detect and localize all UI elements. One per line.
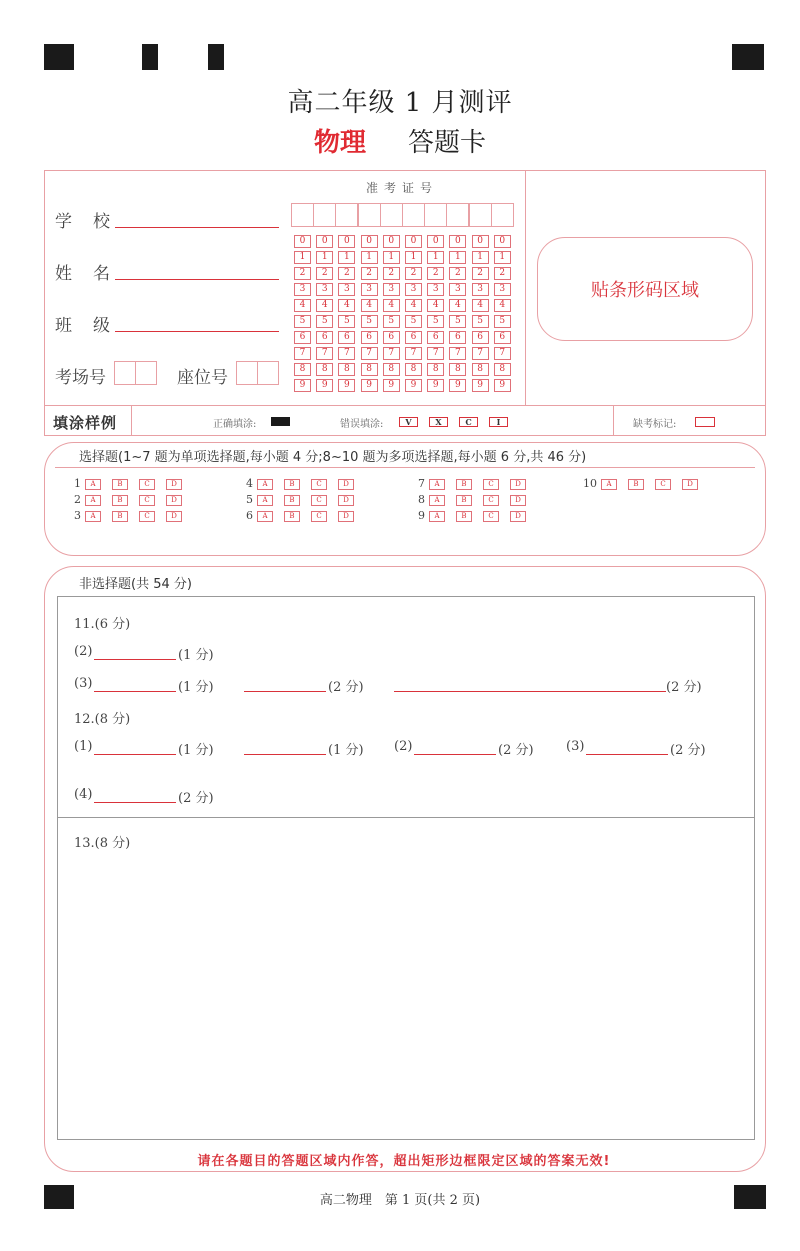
seat-label: 座位号 (177, 368, 228, 388)
q11-3-blank-a[interactable] (94, 691, 176, 692)
exam-digit-bubble[interactable]: 3 (294, 283, 311, 296)
exam-digit-bubble[interactable]: 5 (338, 315, 355, 328)
exam-digit-bubble[interactable]: 7 (361, 347, 378, 360)
exam-digit-bubble[interactable]: 4 (449, 299, 466, 312)
answer-area (57, 596, 755, 1140)
exam-digit-bubble[interactable]: 8 (472, 363, 489, 376)
name-label: 姓 名 (55, 264, 112, 284)
seat-box[interactable] (236, 361, 258, 385)
choice-option-bubble[interactable]: C (483, 495, 499, 506)
room-box[interactable] (135, 361, 157, 385)
choice-title: 选择题(1~7 题为单项选择题,每小题 4 分;8~10 题为多项选择题,每小题 6 分,共 46 分) (79, 450, 587, 465)
exam-digit-bubble[interactable]: 1 (361, 251, 378, 264)
choice-question-number: 6 (246, 509, 253, 522)
exam-number-write-cell[interactable] (358, 203, 381, 227)
q12-4-score: (2 分) (178, 791, 214, 806)
exam-digit-bubble[interactable]: 5 (449, 315, 466, 328)
exam-digit-bubble[interactable]: 2 (383, 267, 400, 280)
choice-option-bubble[interactable]: C (139, 479, 155, 490)
exam-digit-bubble[interactable]: 7 (338, 347, 355, 360)
choice-option-bubble[interactable]: C (311, 511, 327, 522)
q12-1-blank-b[interactable] (244, 754, 326, 755)
exam-digit-bubble[interactable]: 0 (338, 235, 355, 248)
exam-digit-bubble[interactable]: 2 (494, 267, 511, 280)
exam-digit-bubble[interactable]: 3 (383, 283, 400, 296)
choice-option-bubble[interactable]: A (85, 479, 101, 490)
choice-question-number: 5 (246, 493, 253, 506)
choice-option-bubble[interactable]: B (112, 511, 128, 522)
choice-option-bubble[interactable]: C (139, 511, 155, 522)
exam-digit-bubble[interactable]: 1 (316, 251, 333, 264)
exam-digit-bubble[interactable]: 0 (361, 235, 378, 248)
exam-number-write-cell[interactable] (313, 203, 336, 227)
choice-question-number: 1 (74, 477, 81, 490)
exam-digit-bubble[interactable]: 1 (405, 251, 422, 264)
q12-4-blank[interactable] (94, 802, 176, 803)
exam-digit-bubble[interactable]: 9 (494, 379, 511, 392)
exam-digit-bubble[interactable]: 2 (472, 267, 489, 280)
wrong-fill-label: 错误填涂: (340, 419, 384, 430)
card-title (0, 122, 800, 159)
choice-option-bubble[interactable]: B (284, 511, 300, 522)
q12-label: 12.(8 分) (74, 712, 131, 727)
choice-section (44, 442, 766, 556)
exam-digit-bubble[interactable]: 1 (294, 251, 311, 264)
exam-digit-bubble[interactable]: 4 (294, 299, 311, 312)
q11-3-score-a: (1 分) (178, 680, 214, 695)
warning-text: 请在各题目的答题区域内作答，超出矩形边框限定区域的答案无效! (197, 1154, 611, 1169)
card-label: 答题卡 (408, 128, 487, 158)
choice-question-number: 4 (246, 477, 253, 490)
exam-digit-bubble[interactable]: 5 (405, 315, 422, 328)
q11-3-label: (3) (74, 676, 93, 691)
wrong-fill-sample: C (459, 417, 478, 427)
exam-digit-bubble[interactable]: 9 (427, 379, 444, 392)
exam-digit-bubble[interactable]: 3 (405, 283, 422, 296)
subject-label: 物理 (313, 128, 366, 158)
exam-number-write-cell[interactable] (402, 203, 425, 227)
q11-3-blank-b[interactable] (244, 691, 326, 692)
exam-digit-bubble[interactable]: 4 (494, 299, 511, 312)
q11-label: 11.(6 分) (74, 617, 131, 632)
exam-digit-bubble[interactable]: 8 (294, 363, 311, 376)
barcode-label: 贴条形码区域 (591, 280, 699, 301)
q11-2-label: (2) (74, 644, 93, 659)
choice-question-number: 9 (418, 509, 425, 522)
choice-question-number: 8 (418, 493, 425, 506)
exam-digit-bubble[interactable]: 4 (316, 299, 333, 312)
q12-3-blank[interactable] (586, 754, 668, 755)
exam-digit-bubble[interactable]: 3 (316, 283, 333, 296)
exam-digit-bubble[interactable]: 8 (316, 363, 333, 376)
exam-digit-bubble[interactable]: 9 (361, 379, 378, 392)
registration-mark (44, 44, 74, 70)
exam-digit-bubble[interactable]: 8 (427, 363, 444, 376)
exam-digit-bubble[interactable]: 8 (494, 363, 511, 376)
exam-title: 高二年级 1 月测评 (287, 88, 513, 118)
exam-number-write-cell[interactable] (469, 203, 492, 227)
exam-digit-bubble[interactable]: 6 (383, 331, 400, 344)
exam-digit-bubble[interactable]: 4 (383, 299, 400, 312)
class-label: 班 级 (55, 316, 112, 336)
choice-option-bubble[interactable]: D (510, 511, 526, 522)
exam-digit-bubble[interactable]: 9 (338, 379, 355, 392)
exam-digit-bubble[interactable]: 7 (449, 347, 466, 360)
page-footer: 高二物理 第 1 页(共 2 页) (319, 1193, 481, 1208)
choice-option-bubble[interactable]: D (510, 479, 526, 490)
choice-option-bubble[interactable]: B (112, 495, 128, 506)
exam-digit-bubble[interactable]: 0 (383, 235, 400, 248)
q12-1-label: (1) (74, 739, 93, 754)
exam-digit-bubble[interactable]: 7 (294, 347, 311, 360)
choice-option-bubble[interactable]: B (628, 479, 644, 490)
exam-digit-bubble[interactable]: 1 (449, 251, 466, 264)
exam-digit-bubble[interactable]: 2 (449, 267, 466, 280)
q12-3-label: (3) (566, 739, 585, 754)
exam-number-write-cell[interactable] (446, 203, 469, 227)
exam-digit-bubble[interactable]: 7 (405, 347, 422, 360)
choice-option-bubble[interactable]: D (510, 495, 526, 506)
exam-number-write-cell[interactable] (291, 203, 314, 227)
exam-digit-bubble[interactable]: 5 (361, 315, 378, 328)
q12-2-blank[interactable] (414, 754, 496, 755)
exam-digit-bubble[interactable]: 4 (338, 299, 355, 312)
choice-option-bubble[interactable]: C (483, 479, 499, 490)
choice-option-bubble[interactable]: B (284, 479, 300, 490)
exam-digit-bubble[interactable]: 2 (294, 267, 311, 280)
choice-option-bubble[interactable]: C (655, 479, 671, 490)
exam-digit-bubble[interactable]: 7 (472, 347, 489, 360)
wrong-fill-sample: V (399, 417, 418, 427)
q12-1-score-b: (1 分) (328, 743, 364, 758)
q11-2-blank[interactable] (94, 659, 176, 660)
exam-digit-bubble[interactable]: 6 (449, 331, 466, 344)
exam-digit-bubble[interactable]: 2 (338, 267, 355, 280)
choice-question-number: 3 (74, 509, 81, 522)
exam-digit-bubble[interactable]: 7 (494, 347, 511, 360)
exam-digit-bubble[interactable]: 9 (294, 379, 311, 392)
choice-option-bubble[interactable]: A (257, 495, 273, 506)
exam-digit-bubble[interactable]: 4 (405, 299, 422, 312)
exam-digit-bubble[interactable]: 7 (316, 347, 333, 360)
exam-digit-bubble[interactable]: 1 (494, 251, 511, 264)
choice-option-bubble[interactable]: A (429, 495, 445, 506)
exam-digit-bubble[interactable]: 2 (405, 267, 422, 280)
exam-number-write-cell[interactable] (424, 203, 447, 227)
q12-3-score: (2 分) (670, 743, 706, 758)
exam-number-title: 准考证号 (365, 181, 438, 195)
nonchoice-title: 非选择题(共 54 分) (79, 577, 192, 592)
choice-option-bubble[interactable]: D (338, 511, 354, 522)
exam-digit-bubble[interactable]: 4 (472, 299, 489, 312)
wrong-fill-sample: I (489, 417, 508, 427)
exam-digit-bubble[interactable]: 5 (494, 315, 511, 328)
q13-label: 13.(8 分) (74, 836, 131, 851)
exam-number-write-cell[interactable] (335, 203, 358, 227)
q11-3-score-b: (2 分) (328, 680, 364, 695)
exam-digit-bubble[interactable]: 3 (338, 283, 355, 296)
exam-digit-bubble[interactable]: 6 (316, 331, 333, 344)
registration-mark (142, 44, 158, 70)
exam-digit-bubble[interactable]: 1 (383, 251, 400, 264)
q12-2-label: (2) (394, 739, 413, 754)
choice-option-bubble[interactable]: A (85, 495, 101, 506)
school-field[interactable] (115, 227, 279, 228)
exam-digit-bubble[interactable]: 4 (427, 299, 444, 312)
student-info-box (44, 170, 766, 436)
exam-digit-bubble[interactable]: 6 (405, 331, 422, 344)
choice-option-bubble[interactable]: C (311, 479, 327, 490)
exam-digit-bubble[interactable]: 8 (338, 363, 355, 376)
choice-option-bubble[interactable]: B (112, 479, 128, 490)
choice-option-bubble[interactable]: A (257, 479, 273, 490)
exam-digit-bubble[interactable]: 8 (449, 363, 466, 376)
q11-2-score: (1 分) (178, 648, 214, 663)
choice-option-bubble[interactable]: B (456, 511, 472, 522)
exam-digit-bubble[interactable]: 2 (427, 267, 444, 280)
choice-question-number: 10 (583, 477, 597, 490)
exam-digit-bubble[interactable]: 0 (494, 235, 511, 248)
exam-digit-bubble[interactable]: 2 (316, 267, 333, 280)
exam-digit-bubble[interactable]: 3 (494, 283, 511, 296)
choice-question-number: 2 (74, 493, 81, 506)
exam-digit-bubble[interactable]: 9 (383, 379, 400, 392)
exam-digit-bubble[interactable]: 9 (316, 379, 333, 392)
exam-digit-bubble[interactable]: 6 (338, 331, 355, 344)
wrong-fill-sample: X (429, 417, 448, 427)
choice-option-bubble[interactable]: D (682, 479, 698, 490)
exam-digit-bubble[interactable]: 5 (427, 315, 444, 328)
exam-digit-bubble[interactable]: 8 (361, 363, 378, 376)
legend-title: 填涂样例 (53, 414, 118, 432)
exam-digit-bubble[interactable]: 6 (294, 331, 311, 344)
choice-option-bubble[interactable]: A (601, 479, 617, 490)
exam-digit-bubble[interactable]: 2 (361, 267, 378, 280)
choice-option-bubble[interactable]: D (166, 511, 182, 522)
q13-answer-space[interactable] (58, 857, 754, 1137)
choice-option-bubble[interactable]: B (456, 495, 472, 506)
choice-option-bubble[interactable]: A (429, 479, 445, 490)
exam-digit-bubble[interactable]: 9 (449, 379, 466, 392)
absent-mark-box[interactable] (695, 417, 715, 427)
room-box[interactable] (114, 361, 136, 385)
registration-mark (208, 44, 224, 70)
exam-digit-bubble[interactable]: 9 (405, 379, 422, 392)
barcode-area (537, 237, 753, 341)
choice-option-bubble[interactable]: C (139, 495, 155, 506)
choice-option-bubble[interactable]: D (166, 479, 182, 490)
exam-digit-bubble[interactable]: 3 (449, 283, 466, 296)
exam-digit-bubble[interactable]: 6 (472, 331, 489, 344)
choice-option-bubble[interactable]: A (257, 511, 273, 522)
exam-digit-bubble[interactable]: 7 (427, 347, 444, 360)
registration-mark (732, 44, 764, 70)
exam-digit-bubble[interactable]: 8 (383, 363, 400, 376)
q12-2-score: (2 分) (498, 743, 534, 758)
choice-option-bubble[interactable]: A (85, 511, 101, 522)
exam-number-write-cell[interactable] (380, 203, 403, 227)
exam-digit-bubble[interactable]: 6 (361, 331, 378, 344)
choice-option-bubble[interactable]: B (284, 495, 300, 506)
exam-digit-bubble[interactable]: 7 (383, 347, 400, 360)
seat-box[interactable] (257, 361, 279, 385)
q12-4-label: (4) (74, 787, 93, 802)
exam-digit-bubble[interactable]: 1 (472, 251, 489, 264)
exam-digit-bubble[interactable]: 5 (316, 315, 333, 328)
correct-fill-sample (271, 417, 290, 426)
exam-digit-bubble[interactable]: 0 (449, 235, 466, 248)
exam-digit-bubble[interactable]: 3 (361, 283, 378, 296)
choice-option-bubble[interactable]: C (483, 511, 499, 522)
exam-digit-bubble[interactable]: 1 (338, 251, 355, 264)
exam-digit-bubble[interactable]: 0 (427, 235, 444, 248)
exam-digit-bubble[interactable]: 3 (472, 283, 489, 296)
exam-digit-bubble[interactable]: 6 (494, 331, 511, 344)
exam-digit-bubble[interactable]: 9 (472, 379, 489, 392)
exam-digit-bubble[interactable]: 5 (294, 315, 311, 328)
q11-3-score-c: (2 分) (666, 680, 702, 695)
choice-question-number: 7 (418, 477, 425, 490)
exam-digit-bubble[interactable]: 4 (361, 299, 378, 312)
exam-digit-bubble[interactable]: 5 (472, 315, 489, 328)
class-field[interactable] (115, 331, 279, 332)
exam-digit-bubble[interactable]: 0 (472, 235, 489, 248)
correct-fill-label: 正确填涂: (213, 419, 257, 430)
absent-label: 缺考标记: (633, 419, 677, 430)
choice-option-bubble[interactable]: D (338, 495, 354, 506)
choice-option-bubble[interactable]: D (166, 495, 182, 506)
q12-1-score-a: (1 分) (178, 743, 214, 758)
name-field[interactable] (115, 279, 279, 280)
school-label: 学 校 (55, 212, 112, 232)
exam-digit-bubble[interactable]: 8 (405, 363, 422, 376)
exam-digit-bubble[interactable]: 0 (316, 235, 333, 248)
q11-3-blank-c[interactable] (394, 691, 666, 692)
exam-digit-bubble[interactable]: 1 (427, 251, 444, 264)
exam-digit-bubble[interactable]: 0 (294, 235, 311, 248)
choice-option-bubble[interactable]: B (456, 479, 472, 490)
fill-legend (45, 405, 765, 436)
room-label: 考场号 (55, 368, 106, 388)
exam-number-write-cell[interactable] (491, 203, 514, 227)
exam-digit-bubble[interactable]: 0 (405, 235, 422, 248)
choice-option-bubble[interactable]: C (311, 495, 327, 506)
choice-option-bubble[interactable]: A (429, 511, 445, 522)
choice-option-bubble[interactable]: D (338, 479, 354, 490)
exam-digit-bubble[interactable]: 6 (427, 331, 444, 344)
q12-1-blank-a[interactable] (94, 754, 176, 755)
exam-digit-bubble[interactable]: 3 (427, 283, 444, 296)
exam-digit-bubble[interactable]: 5 (383, 315, 400, 328)
